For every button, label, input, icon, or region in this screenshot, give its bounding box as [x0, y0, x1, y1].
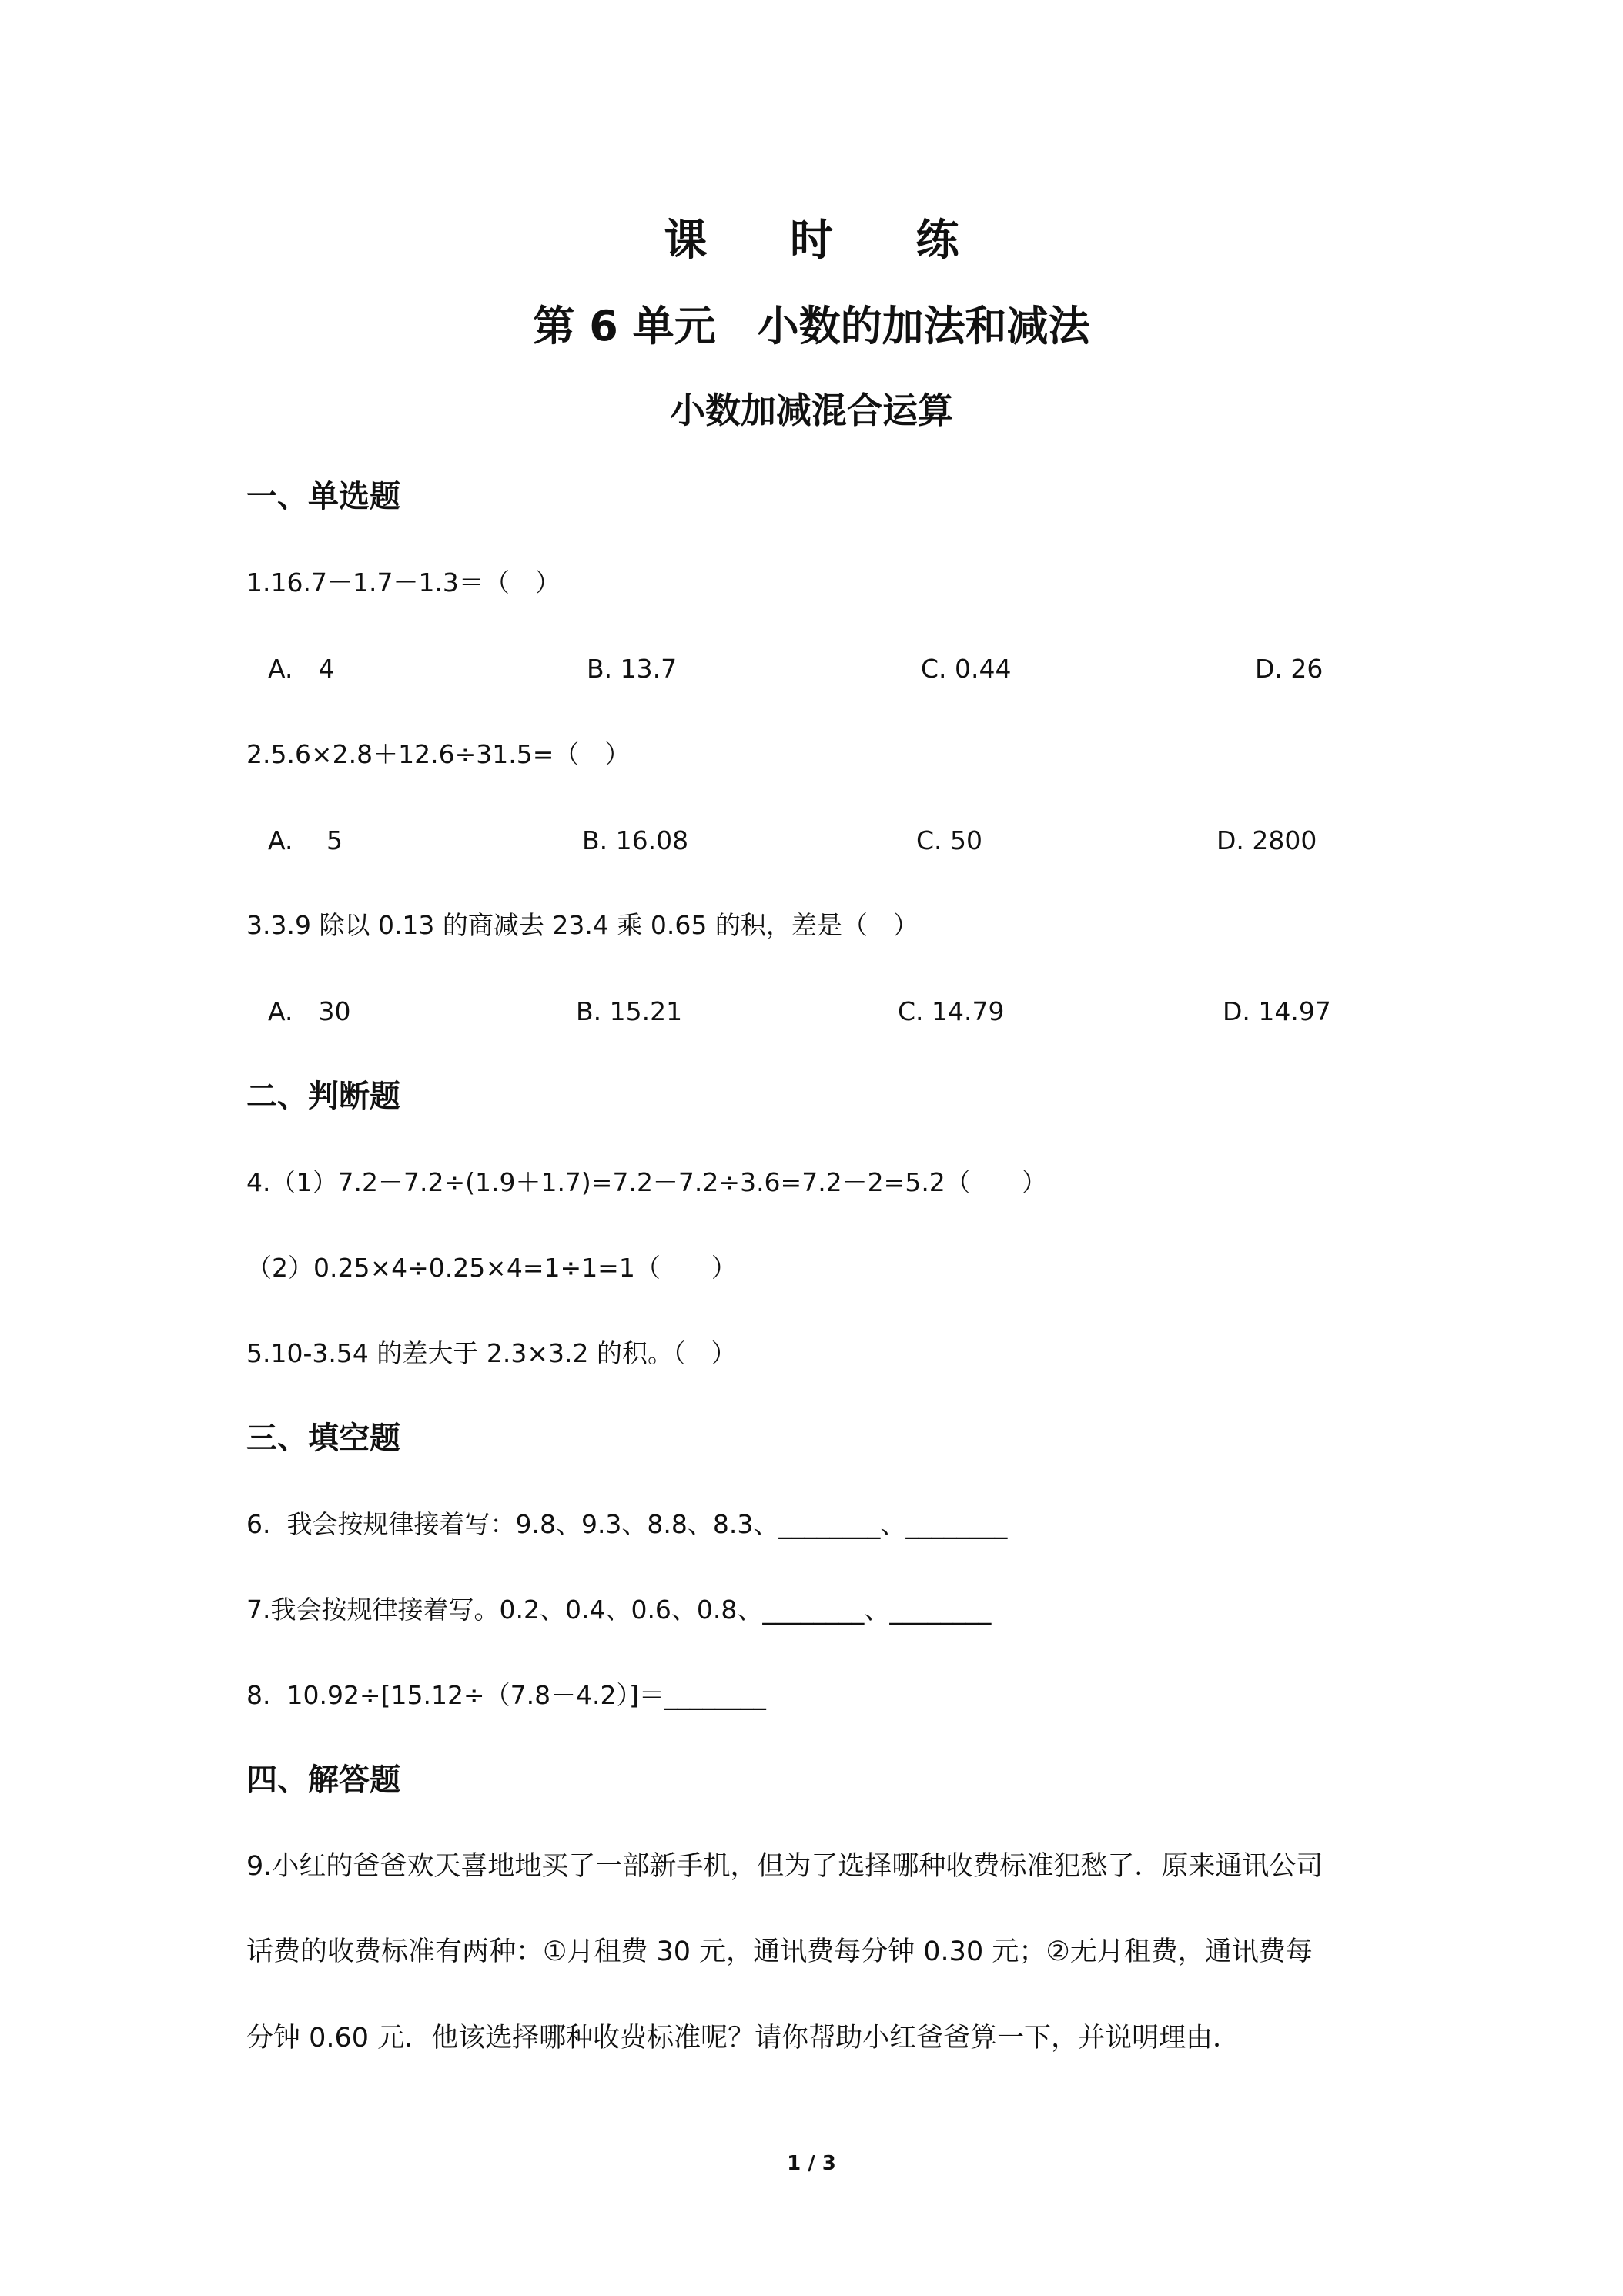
q1-option-c: C. 0.44 — [921, 654, 1012, 684]
lesson-title: 小数加减混合运算 — [670, 390, 953, 431]
q2-option-a: A. 5 — [268, 825, 343, 855]
q2-option-c: C. 50 — [916, 825, 983, 855]
q3-option-c: C. 14.79 — [898, 996, 1005, 1026]
question-4-part-1: 4.（1）7.2－7.2÷(1.9＋1.7)=7.2－7.2÷3.6=7.2－2=5.2（ ） — [246, 1167, 1047, 1197]
q3-option-d: D. 14.97 — [1223, 996, 1331, 1026]
page-number: 1 / 3 — [787, 2152, 836, 2175]
unit-title: 第 6 单元 小数的加法和减法 — [533, 302, 1090, 350]
question-4-part-2: （2）0.25×4÷0.25×4=1÷1=1（ ） — [246, 1253, 737, 1283]
section-heading-true-false: 二、判断题 — [246, 1079, 400, 1114]
q1-option-d: D. 26 — [1255, 654, 1323, 684]
question-3: 3.3.9 除以 0.13 的商减去 23.4 乘 0.65 的积，差是（ ） — [246, 910, 919, 940]
q3-option-b: B. 15.21 — [576, 996, 683, 1026]
section-heading-single-choice: 一、单选题 — [246, 479, 400, 514]
question-8: 8. 10.92÷[15.12÷（7.8－4.2）]＝________ — [246, 1680, 766, 1710]
q3-option-a: A. 30 — [268, 996, 351, 1026]
question-5: 5.10-3.54 的差大于 2.3×3.2 的积。（ ） — [246, 1338, 737, 1368]
q1-option-a: A. 4 — [268, 654, 335, 684]
q2-option-d: D. 2800 — [1216, 825, 1317, 855]
question-9-line-2: 话费的收费标准有两种：①月租费 30 元，通讯费每分钟 0.30 元；②无月租费，通讯费每 — [246, 1936, 1313, 1967]
question-2: 2.5.6×2.8＋12.6÷31.5=（ ） — [246, 739, 631, 769]
question-7: 7.我会按规律接着写。0.2、0.4、0.6、0.8、________、________ — [246, 1595, 992, 1625]
question-6: 6. 我会按规律接着写：9.8、9.3、8.8、8.3、________、________ — [246, 1509, 1008, 1539]
question-9-line-1: 9.小红的爸爸欢天喜地地买了一部新手机，但为了选择哪种收费标准犯愁了．原来通讯公司 — [246, 1851, 1323, 1882]
page-title: 课 时 练 — [664, 216, 993, 266]
section-heading-fill-blank: 三、填空题 — [246, 1421, 400, 1456]
q2-option-b: B. 16.08 — [582, 825, 689, 855]
section-heading-word-problems: 四、解答题 — [246, 1762, 400, 1798]
question-9-line-3: 分钟 0.60 元．他该选择哪种收费标准呢？请你帮助小红爸爸算一下，并说明理由． — [246, 2023, 1240, 2053]
q1-option-b: B. 13.7 — [587, 654, 678, 684]
question-1: 1.16.7－1.7－1.3＝（ ） — [246, 567, 561, 597]
